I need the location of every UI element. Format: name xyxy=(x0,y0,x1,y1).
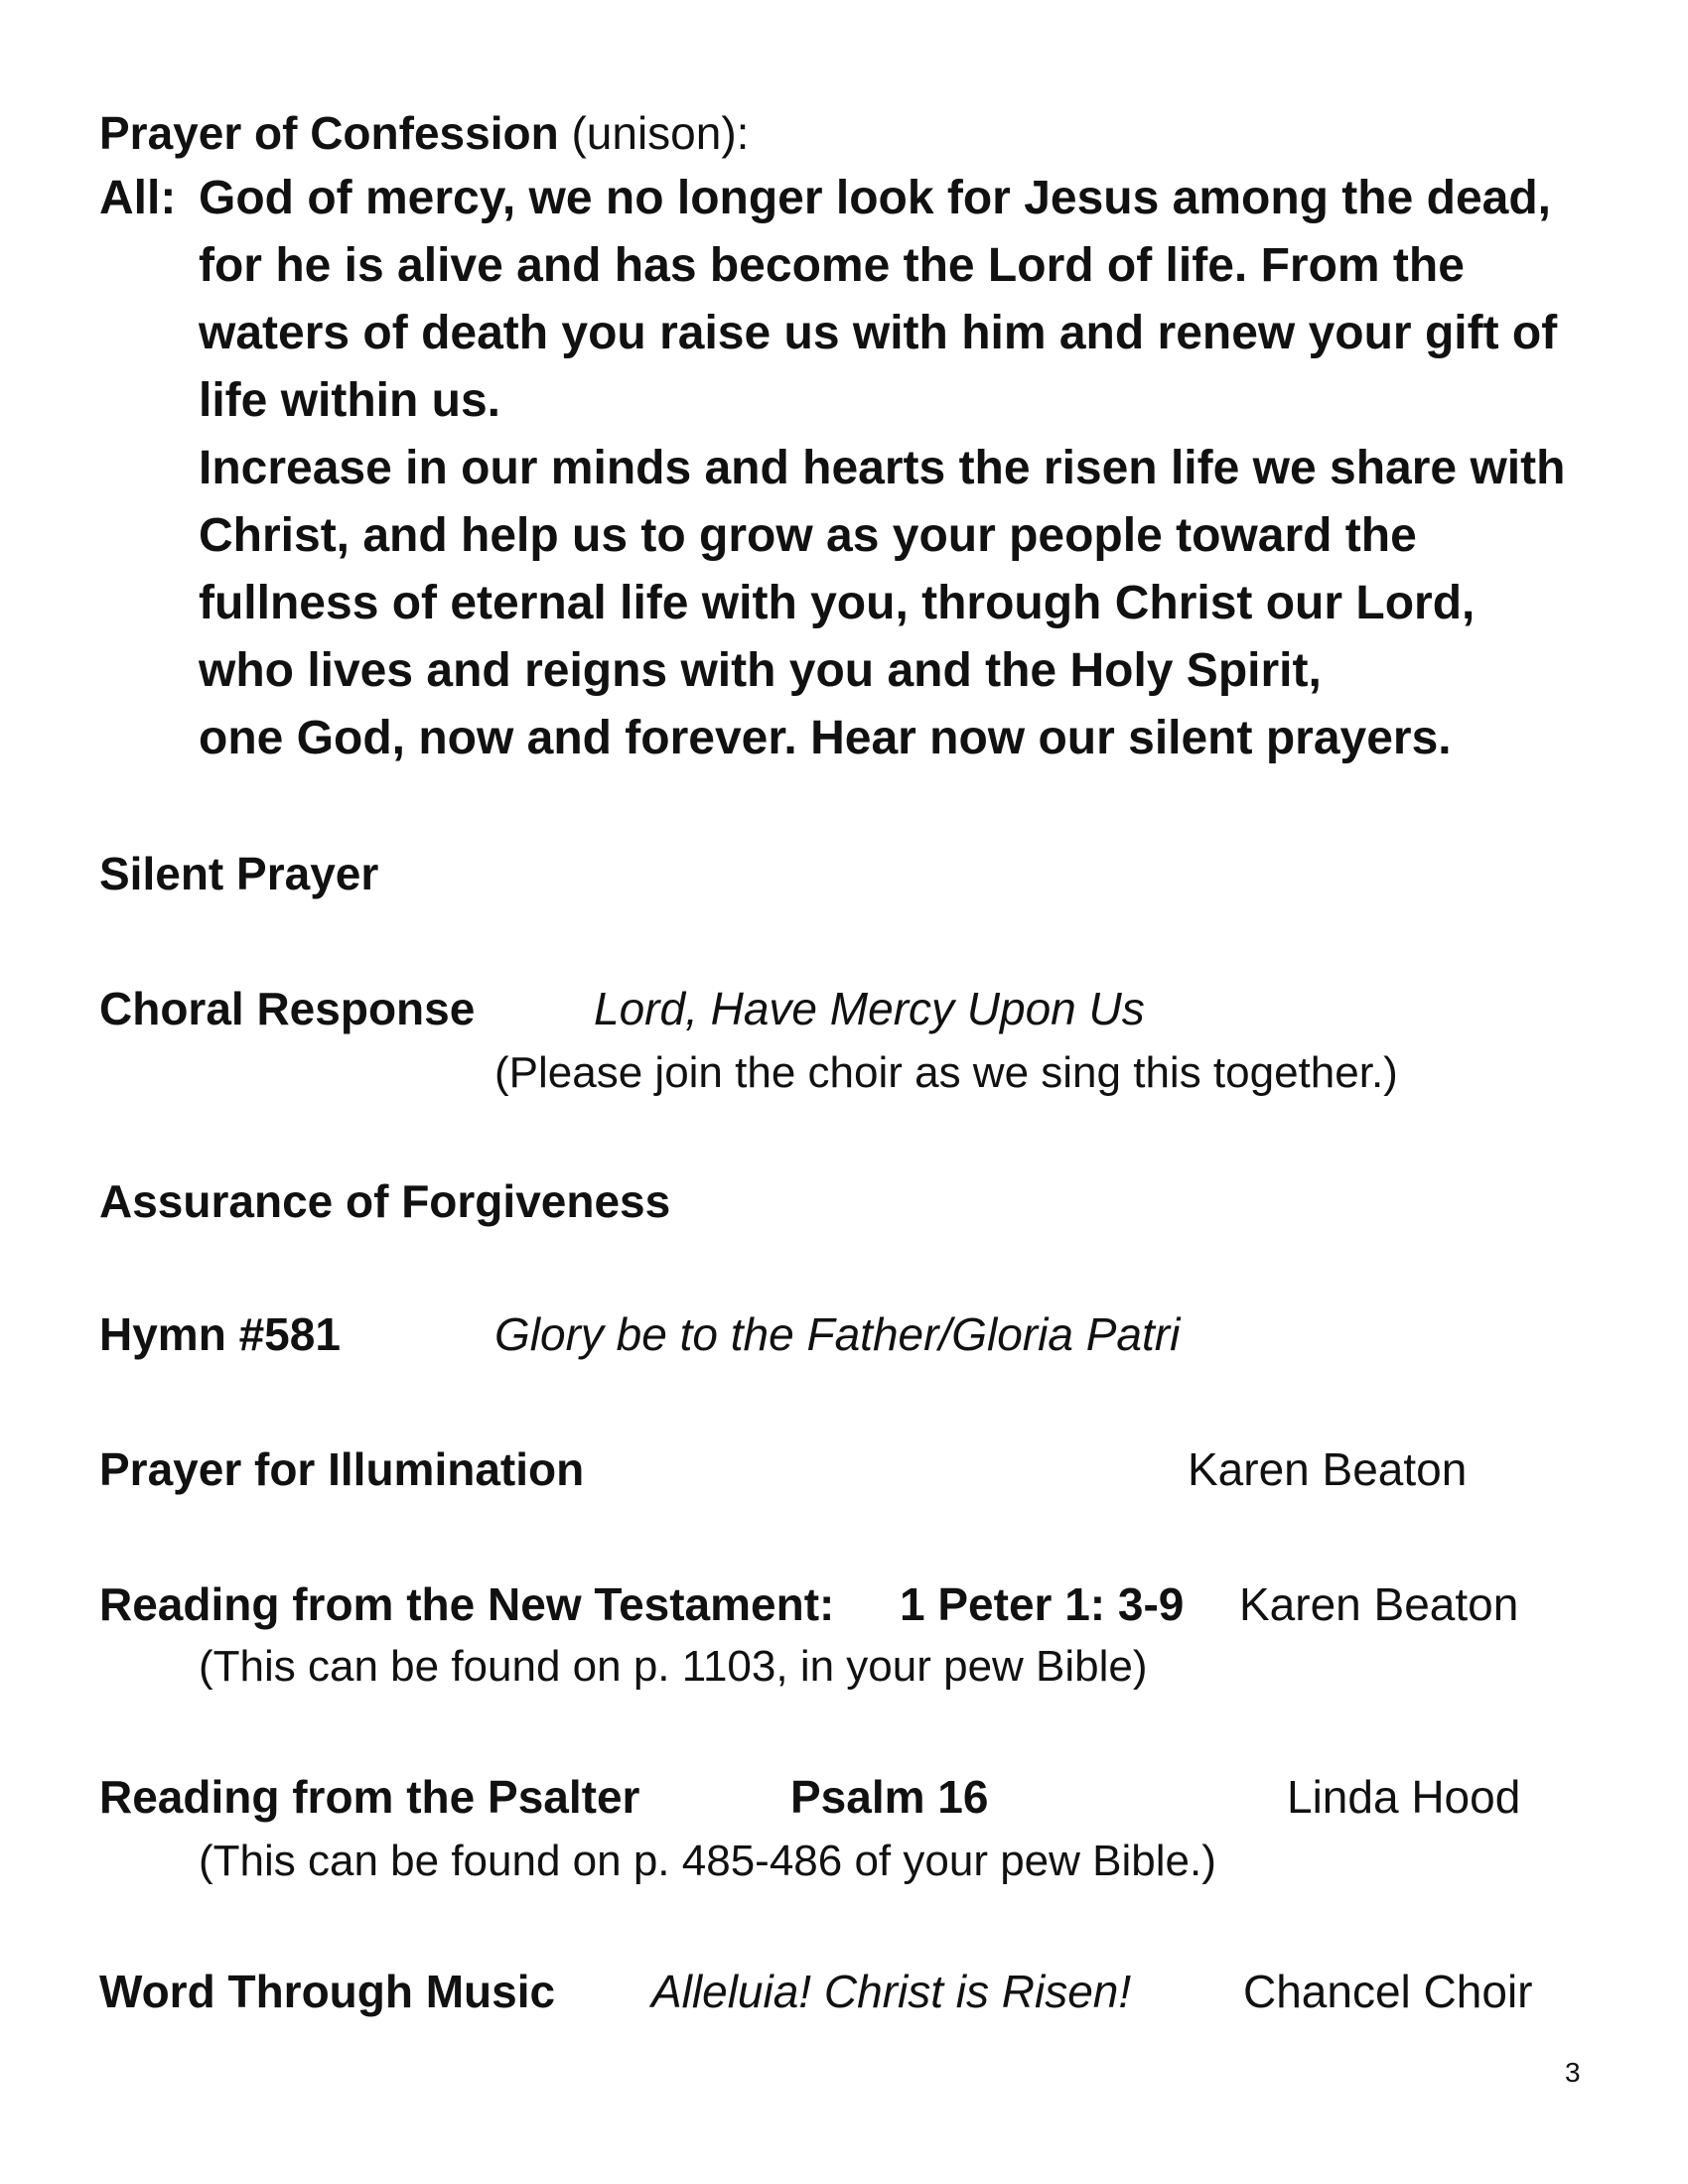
confession-heading: Prayer of Confession xyxy=(99,107,559,159)
assurance-heading: Assurance of Forgiveness xyxy=(99,1175,671,1227)
psalter-reader: Linda Hood xyxy=(1287,1771,1521,1823)
confession-text xyxy=(199,165,1565,772)
psalter-note: (This can be found on p. 485-486 of your pew Bible.) xyxy=(199,1837,1216,1885)
confession-heading-line xyxy=(99,99,749,167)
confession-note: (unison): xyxy=(571,107,750,159)
confession-line: God of mercy, we no longer look for Jesus among the dead, xyxy=(199,172,1551,224)
confession-line: fullness of eternal life with you, through Christ our Lord, xyxy=(199,577,1476,629)
confession-line: one God, now and forever. Hear now our silent prayers. xyxy=(199,712,1452,764)
nt-reading-passage: 1 Peter 1: 3-9 xyxy=(900,1578,1185,1630)
confession-speaker: All: xyxy=(99,172,177,224)
music-heading: Word Through Music xyxy=(99,1966,556,2017)
hymn-heading: Hymn #581 xyxy=(99,1308,341,1360)
nt-reading-heading: Reading from the New Testament: xyxy=(99,1578,835,1630)
confession-line: who lives and reigns with you and the Holy Spirit, xyxy=(199,644,1322,697)
choral-response-note: (Please join the choir as we sing this together.) xyxy=(494,1048,1398,1097)
choral-response-title: Lord, Have Mercy Upon Us xyxy=(594,983,1145,1034)
confession-line: life within us. xyxy=(199,374,501,427)
confession-line: waters of death you raise us with him and renew your gift of xyxy=(199,307,1558,359)
silent-prayer-heading: Silent Prayer xyxy=(99,848,379,899)
nt-reading-note: (This can be found on p. 1103, in your pew Bible) xyxy=(199,1642,1148,1691)
nt-reading-reader: Karen Beaton xyxy=(1239,1578,1519,1630)
confession-line: for he is alive and has become the Lord of life. From the xyxy=(199,239,1465,292)
confession-line: Christ, and help us to grow as your people toward the xyxy=(199,509,1417,562)
illumination-heading: Prayer for Illumination xyxy=(99,1443,585,1495)
psalter-heading: Reading from the Psalter xyxy=(99,1771,640,1823)
music-performer: Chancel Choir xyxy=(1243,1966,1533,2017)
hymn-title: Glory be to the Father/Gloria Patri xyxy=(494,1308,1181,1360)
page-number: 3 xyxy=(1565,2057,1581,2088)
music-title: Alleluia! Christ is Risen! xyxy=(651,1966,1132,2017)
psalter-passage: Psalm 16 xyxy=(790,1771,989,1823)
confession-line: Increase in our minds and hearts the risen life we share with xyxy=(199,442,1566,494)
choral-response-heading: Choral Response xyxy=(99,983,476,1034)
illumination-reader: Karen Beaton xyxy=(1188,1443,1468,1495)
